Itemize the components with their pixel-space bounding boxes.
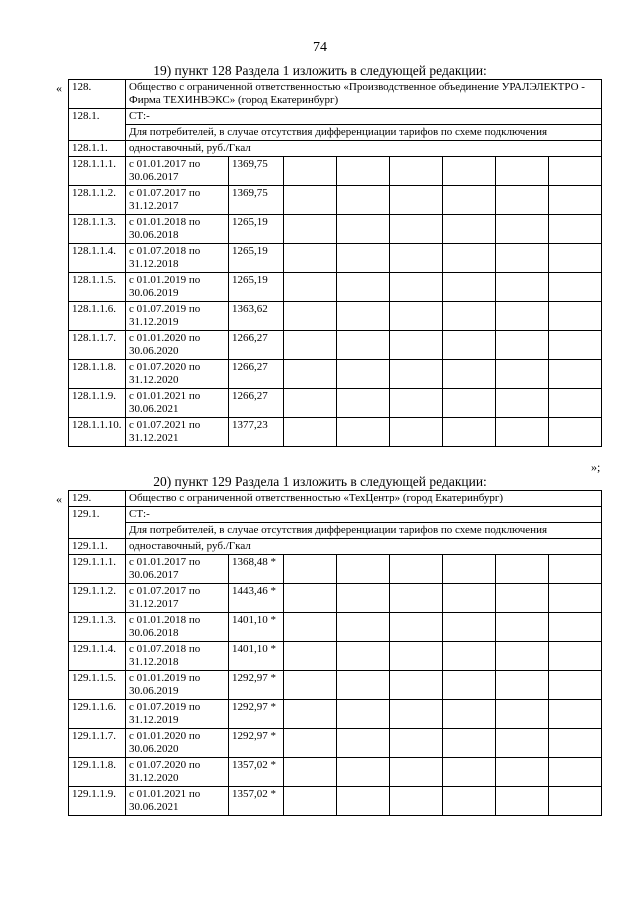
row-number: 128.1.1.3.: [69, 215, 126, 244]
tariff-row: [69, 671, 602, 700]
table-row: [69, 125, 602, 141]
empty-cell: [496, 700, 549, 729]
org-name: Общество с ограниченной ответственностью «ТехЦентр» (город Екатеринбург): [126, 491, 602, 507]
open-quote-129: «: [56, 492, 62, 506]
row-value: 1265,19: [229, 215, 284, 244]
row-number: 129.1.1.3.: [69, 613, 126, 642]
page-number: 74: [313, 40, 327, 55]
row-value: 1401,10 *: [229, 613, 284, 642]
table-row: [69, 141, 602, 157]
empty-cell: [443, 331, 496, 360]
tariff-row: [69, 729, 602, 758]
row-period: с 01.01.2018 по 30.06.2018: [126, 215, 229, 244]
empty-cell: [284, 584, 337, 613]
empty-cell: [549, 331, 602, 360]
tariff-row: [69, 642, 602, 671]
row-number: 128.1.1.5.: [69, 273, 126, 302]
tariff-row: [69, 584, 602, 613]
table-row: [69, 523, 602, 539]
empty-cell: [284, 758, 337, 787]
row-value: 1266,27: [229, 389, 284, 418]
empty-cell: [284, 700, 337, 729]
row-number: 128.1.1.6.: [69, 302, 126, 331]
empty-cell: [337, 729, 390, 758]
row-number: 129.1.1.9.: [69, 787, 126, 816]
org-name: Общество с ограниченной ответственностью «Производственное объединение УРАЛЭЛЕКТРО - Фирма ТЕХИНВЭКС» (город Екатеринбург): [126, 80, 602, 109]
empty-cell: [549, 389, 602, 418]
row-period: с 01.01.2020 по 30.06.2020: [126, 729, 229, 758]
empty-cell: [549, 700, 602, 729]
empty-cell: [284, 642, 337, 671]
row-period: с 01.07.2017 по 31.12.2017: [126, 584, 229, 613]
row-period: с 01.01.2018 по 30.06.2018: [126, 613, 229, 642]
empty-cell: [284, 555, 337, 584]
row-period: с 01.01.2017 по 30.06.2017: [126, 157, 229, 186]
empty-cell: [337, 555, 390, 584]
empty-cell: [284, 273, 337, 302]
empty-cell: [390, 729, 443, 758]
empty-cell: [337, 418, 390, 447]
tariff-row: [69, 186, 602, 215]
empty-cell: [443, 555, 496, 584]
empty-cell: [284, 331, 337, 360]
row-value: 1292,97 *: [229, 671, 284, 700]
tariff-row: [69, 244, 602, 273]
row-period: с 01.01.2017 по 30.06.2017: [126, 555, 229, 584]
empty-cell: [443, 613, 496, 642]
empty-cell: [443, 642, 496, 671]
empty-cell: [284, 389, 337, 418]
consumers-label: Для потребителей, в случае отсутствия дифференциации тарифов по схеме подключения: [126, 523, 602, 539]
row-number: 129.1.1.4.: [69, 642, 126, 671]
empty-cell: [337, 215, 390, 244]
empty-cell: [549, 302, 602, 331]
empty-cell: [549, 613, 602, 642]
empty-cell: [337, 273, 390, 302]
empty-cell: [284, 157, 337, 186]
tariff-row: [69, 157, 602, 186]
row-number: 129.1.1.2.: [69, 584, 126, 613]
empty-cell: [443, 787, 496, 816]
empty-cell: [443, 584, 496, 613]
row-period: с 01.01.2021 по 30.06.2021: [126, 787, 229, 816]
row-value: 1292,97 *: [229, 729, 284, 758]
row-period: с 01.07.2017 по 31.12.2017: [126, 186, 229, 215]
empty-cell: [390, 302, 443, 331]
empty-cell: [496, 302, 549, 331]
sub-number: 128.1.: [69, 109, 126, 141]
empty-cell: [390, 613, 443, 642]
empty-cell: [284, 302, 337, 331]
empty-cell: [390, 360, 443, 389]
empty-cell: [549, 215, 602, 244]
empty-cell: [496, 157, 549, 186]
rate-label: одноставочный, руб./Гкал: [126, 539, 602, 555]
empty-cell: [443, 244, 496, 273]
row-value: 1266,27: [229, 360, 284, 389]
empty-cell: [443, 302, 496, 331]
empty-cell: [284, 787, 337, 816]
table-row: [69, 109, 602, 125]
tariff-row: [69, 613, 602, 642]
rate-number: 128.1.1.: [69, 141, 126, 157]
empty-cell: [443, 389, 496, 418]
empty-cell: [549, 157, 602, 186]
row-period: с 01.07.2020 по 31.12.2020: [126, 360, 229, 389]
rate-label: одноставочный, руб./Гкал: [126, 141, 602, 157]
empty-cell: [337, 642, 390, 671]
row-value: 1363,62: [229, 302, 284, 331]
empty-cell: [337, 157, 390, 186]
open-quote-128: «: [56, 81, 62, 95]
empty-cell: [496, 418, 549, 447]
empty-cell: [549, 758, 602, 787]
empty-cell: [390, 157, 443, 186]
section-heading-129: 20) пункт 129 Раздела 1 изложить в следующей редакции:: [153, 474, 487, 489]
empty-cell: [496, 360, 549, 389]
sub-label: СТ:-: [126, 507, 602, 523]
empty-cell: [337, 360, 390, 389]
row-number: 128.1.1.1.: [69, 157, 126, 186]
empty-cell: [337, 671, 390, 700]
empty-cell: [390, 584, 443, 613]
tariff-row: [69, 555, 602, 584]
empty-cell: [443, 758, 496, 787]
empty-cell: [390, 642, 443, 671]
empty-cell: [549, 360, 602, 389]
empty-cell: [496, 729, 549, 758]
row-number: 128.1.1.9.: [69, 389, 126, 418]
empty-cell: [284, 729, 337, 758]
empty-cell: [284, 360, 337, 389]
empty-cell: [337, 186, 390, 215]
empty-cell: [496, 758, 549, 787]
row-value: 1401,10 *: [229, 642, 284, 671]
row-value: 1369,75: [229, 157, 284, 186]
tariff-row: [69, 418, 602, 447]
empty-cell: [549, 273, 602, 302]
org-number: 128.: [69, 80, 126, 109]
tariff-row: [69, 302, 602, 331]
row-value: 1369,75: [229, 186, 284, 215]
table-row: [69, 539, 602, 555]
tariff-row: [69, 215, 602, 244]
tariff-row: [69, 273, 602, 302]
empty-cell: [549, 642, 602, 671]
row-value: 1357,02 *: [229, 758, 284, 787]
row-period: с 01.01.2019 по 30.06.2019: [126, 671, 229, 700]
empty-cell: [549, 729, 602, 758]
empty-cell: [549, 555, 602, 584]
row-value: 1265,19: [229, 273, 284, 302]
empty-cell: [496, 244, 549, 273]
empty-cell: [496, 215, 549, 244]
empty-cell: [443, 157, 496, 186]
row-number: 128.1.1.10.: [69, 418, 126, 447]
table-row: [69, 507, 602, 523]
empty-cell: [443, 273, 496, 302]
empty-cell: [337, 613, 390, 642]
empty-cell: [390, 418, 443, 447]
row-value: 1292,97 *: [229, 700, 284, 729]
tariff-row: [69, 700, 602, 729]
close-quote-128: »;: [591, 460, 601, 474]
tariff-row: [69, 758, 602, 787]
empty-cell: [549, 244, 602, 273]
row-number: 128.1.1.4.: [69, 244, 126, 273]
empty-cell: [496, 555, 549, 584]
empty-cell: [496, 584, 549, 613]
row-number: 129.1.1.8.: [69, 758, 126, 787]
tariff-table-128: [68, 79, 602, 447]
section-heading-128: 19) пункт 128 Раздела 1 изложить в следующей редакции:: [153, 63, 487, 78]
empty-cell: [337, 331, 390, 360]
empty-cell: [443, 215, 496, 244]
empty-cell: [337, 389, 390, 418]
row-period: с 01.01.2020 по 30.06.2020: [126, 331, 229, 360]
row-number: 129.1.1.5.: [69, 671, 126, 700]
empty-cell: [443, 700, 496, 729]
row-number: 128.1.1.8.: [69, 360, 126, 389]
empty-cell: [443, 729, 496, 758]
empty-cell: [390, 215, 443, 244]
tariff-row: [69, 360, 602, 389]
empty-cell: [337, 700, 390, 729]
empty-cell: [496, 186, 549, 215]
row-value: 1357,02 *: [229, 787, 284, 816]
empty-cell: [390, 555, 443, 584]
empty-cell: [390, 244, 443, 273]
sub-number: 129.1.: [69, 507, 126, 539]
table-row: [69, 80, 602, 109]
row-period: с 01.07.2018 по 31.12.2018: [126, 244, 229, 273]
empty-cell: [549, 671, 602, 700]
empty-cell: [443, 418, 496, 447]
row-period: с 01.07.2020 по 31.12.2020: [126, 758, 229, 787]
empty-cell: [443, 671, 496, 700]
empty-cell: [443, 360, 496, 389]
row-number: 129.1.1.1.: [69, 555, 126, 584]
row-period: с 01.07.2019 по 31.12.2019: [126, 302, 229, 331]
empty-cell: [549, 418, 602, 447]
empty-cell: [496, 273, 549, 302]
org-number: 129.: [69, 491, 126, 507]
empty-cell: [390, 389, 443, 418]
empty-cell: [284, 613, 337, 642]
empty-cell: [390, 758, 443, 787]
row-value: 1368,48 *: [229, 555, 284, 584]
empty-cell: [496, 787, 549, 816]
empty-cell: [496, 389, 549, 418]
empty-cell: [390, 700, 443, 729]
row-value: 1266,27: [229, 331, 284, 360]
row-number: 128.1.1.7.: [69, 331, 126, 360]
empty-cell: [549, 787, 602, 816]
sub-label: СТ:-: [126, 109, 602, 125]
empty-cell: [337, 787, 390, 816]
tariff-row: [69, 331, 602, 360]
empty-cell: [496, 671, 549, 700]
row-value: 1377,23: [229, 418, 284, 447]
empty-cell: [496, 613, 549, 642]
rate-number: 129.1.1.: [69, 539, 126, 555]
empty-cell: [390, 787, 443, 816]
empty-cell: [284, 671, 337, 700]
empty-cell: [390, 273, 443, 302]
row-number: 129.1.1.7.: [69, 729, 126, 758]
empty-cell: [549, 186, 602, 215]
row-period: с 01.07.2018 по 31.12.2018: [126, 642, 229, 671]
tariff-row: [69, 787, 602, 816]
table-row: [69, 491, 602, 507]
empty-cell: [337, 244, 390, 273]
empty-cell: [496, 642, 549, 671]
empty-cell: [549, 584, 602, 613]
empty-cell: [337, 584, 390, 613]
empty-cell: [496, 331, 549, 360]
row-period: с 01.07.2021 по 31.12.2021: [126, 418, 229, 447]
empty-cell: [443, 186, 496, 215]
row-value: 1443,46 *: [229, 584, 284, 613]
row-period: с 01.07.2019 по 31.12.2019: [126, 700, 229, 729]
tariff-row: [69, 389, 602, 418]
row-period: с 01.01.2021 по 30.06.2021: [126, 389, 229, 418]
empty-cell: [284, 244, 337, 273]
row-number: 128.1.1.2.: [69, 186, 126, 215]
empty-cell: [390, 671, 443, 700]
empty-cell: [284, 418, 337, 447]
row-value: 1265,19: [229, 244, 284, 273]
row-period: с 01.01.2019 по 30.06.2019: [126, 273, 229, 302]
empty-cell: [284, 215, 337, 244]
row-number: 129.1.1.6.: [69, 700, 126, 729]
empty-cell: [390, 186, 443, 215]
empty-cell: [337, 758, 390, 787]
tariff-table-129: [68, 490, 602, 816]
empty-cell: [337, 302, 390, 331]
empty-cell: [390, 331, 443, 360]
consumers-label: Для потребителей, в случае отсутствия дифференциации тарифов по схеме подключения: [126, 125, 602, 141]
empty-cell: [284, 186, 337, 215]
